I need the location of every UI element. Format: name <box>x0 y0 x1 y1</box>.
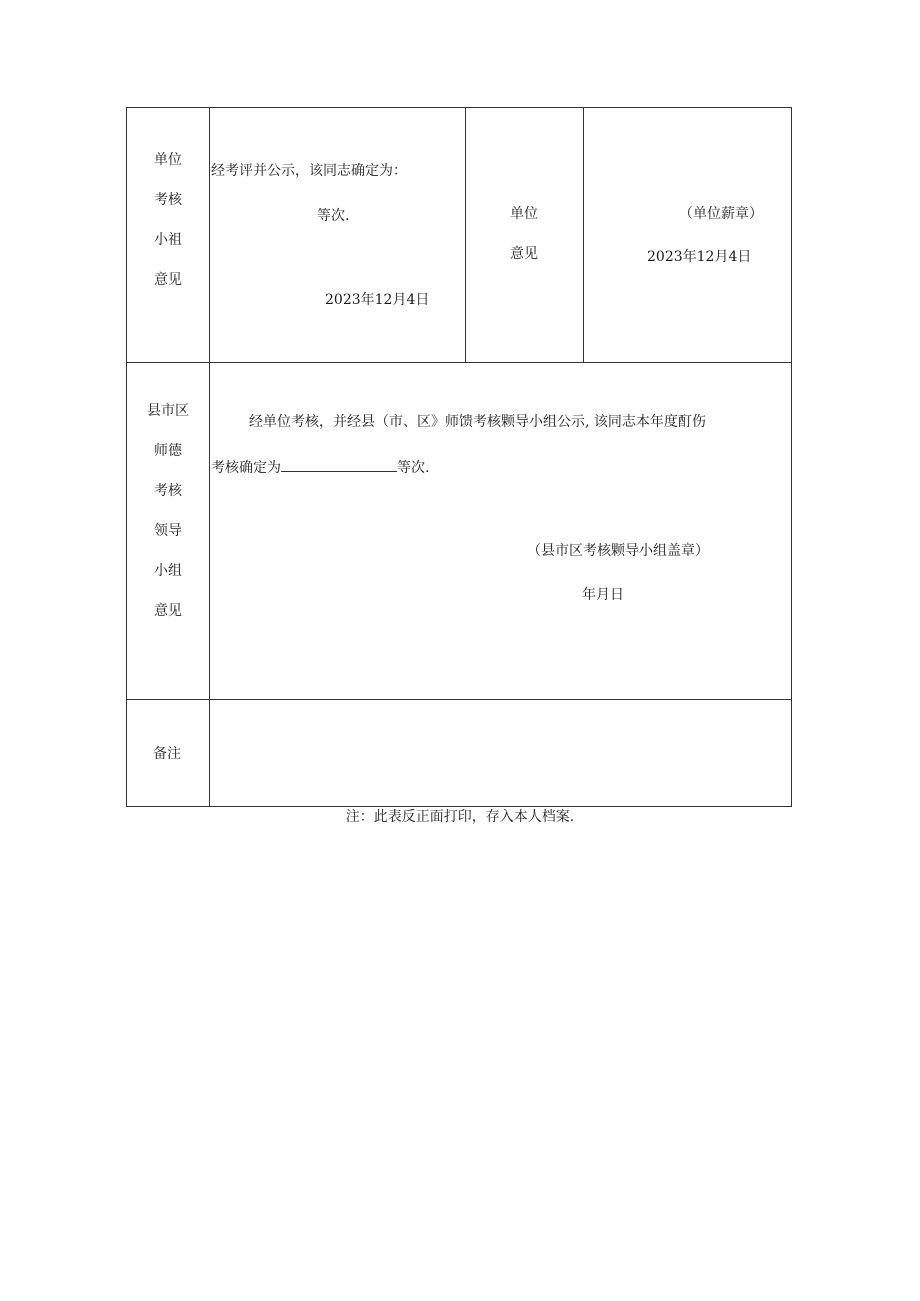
row2-label-line: 领导 <box>154 523 182 539</box>
row2-seal-text: （县市区考核颗导小组盖章） <box>527 543 709 559</box>
row1-label-line: 单位 <box>154 152 182 168</box>
row1-label-line: 意见 <box>154 272 182 288</box>
row1-label <box>127 140 209 300</box>
row2-line1: 经单位考核，并经县（市、区》师馈考核颗导小组公示, 该同志本年度酊伤 <box>249 414 706 430</box>
row2-label-line: 师德 <box>154 443 182 459</box>
row2-label-line: 考核 <box>154 483 182 499</box>
row1-label-line: 考核 <box>154 192 182 208</box>
row1-date: 2023年12月4日 <box>325 292 430 308</box>
grade-blank <box>281 457 397 472</box>
row2-line2 <box>211 457 429 478</box>
row1-seal-text: （单位薪章） <box>679 206 763 222</box>
row2-date-text: 年月日 <box>582 587 624 603</box>
row1-unit-label-line: 意见 <box>510 246 538 262</box>
row1-unit-date: 2023年12月4日 <box>647 249 752 265</box>
row1-grade-text: 等次. <box>317 208 350 224</box>
row2-label-line: 小组 <box>154 563 182 579</box>
row1-unit-label <box>483 194 565 274</box>
evaluation-table <box>126 107 792 807</box>
row1-opinion-text: 经考评并公示，该同志确定为： <box>211 163 407 179</box>
row3-label: 备注 <box>153 746 181 762</box>
row-divider-1 <box>127 362 791 363</box>
label-column-divider <box>209 108 210 806</box>
row1-unit-label-line: 单位 <box>510 206 538 222</box>
footnote: 注：此表反正面打印，存入本人档案. <box>345 809 575 825</box>
row2-label-line: 县市区 <box>147 403 189 419</box>
row2-label <box>127 391 209 631</box>
row2-line2-prefix: 考核确定为 <box>211 460 281 476</box>
row1-divider-a <box>465 108 466 362</box>
row-divider-2 <box>127 699 791 700</box>
row1-label-line: 小祖 <box>154 232 182 248</box>
row1-divider-b <box>583 108 584 362</box>
row2-label-line: 意见 <box>154 603 182 619</box>
row2-line2-suffix: 等次. <box>397 460 430 476</box>
